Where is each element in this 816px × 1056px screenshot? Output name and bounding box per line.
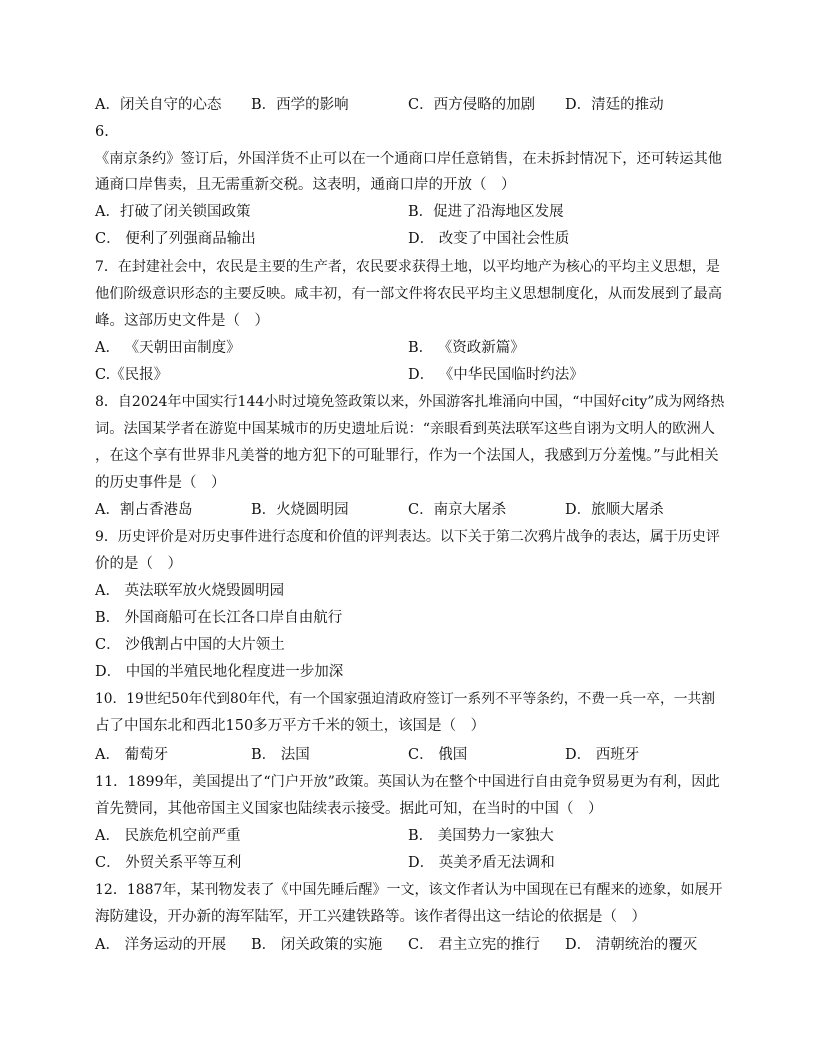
q12-option-d: D． 清朝统治的覆灭 [565, 937, 698, 953]
q6-option-c: C． 便利了列强商品输出 [95, 231, 256, 247]
q10-stem-line-2: 占了中国东北和西北150多万平方千米的领土，该国是（ ） [95, 718, 486, 734]
q7-options-row-2 [95, 365, 725, 385]
q7-option-c: C.《民报》 [95, 367, 169, 383]
q8-stem-line-4: 的历史事件是（ ） [95, 475, 226, 491]
q6-option-b: B．促进了沿海地区发展 [408, 204, 564, 220]
q6-option-a: A．打破了闭关锁国政策 [95, 204, 251, 220]
q6-stem-line-1: 《南京条约》签订后，外国洋货不止可以在一个通商口岸任意销售，在未拆封情况下，还可转运其他 [95, 151, 723, 167]
q7-option-d: D． 《中华民国临时约法》 [408, 367, 584, 383]
q8-stem-line-1: 8．自2024年中国实行144小时过境免签政策以来，外国游客扎堆涌向中国，“中国好city”成为网络热 [95, 394, 725, 410]
q8-option-b: B．火烧圆明园 [251, 502, 349, 518]
q6-stem-line-2: 通商口岸售卖，且无需重新交税。这表明，通商口岸的开放（ ） [95, 177, 516, 193]
q12-option-a: A． 洋务运动的开展 [95, 937, 227, 953]
q9-option-d: D． 中国的半殖民地化程度进一步加深 [95, 664, 344, 680]
q8-option-c: C．南京大屠杀 [408, 502, 507, 518]
q8-stem-line-3: ，在这个享有世界非凡美誉的地方犯下的可耻罪行，作为一个法国人，我感到万分羞愧。”与此相关 [95, 448, 719, 464]
q6-number: 6. [95, 124, 109, 140]
q11-option-a: A． 民族危机空前严重 [95, 828, 241, 844]
q6-options-row-1 [95, 202, 725, 222]
q5-option-c: C．西方侵略的加剧 [408, 97, 536, 113]
q5-option-a: A．闭关自守的心态 [95, 97, 222, 113]
q11-stem-line-2: 首先赞同，其他帝国主义国家也陆续表示接受。据此可知，在当时的中国（ ） [95, 801, 603, 817]
q11-options-row-1 [95, 826, 725, 846]
q7-option-b: B． 《资政新篇》 [408, 340, 525, 356]
q7-stem-line-1: 7．在封建社会中，农民是主要的生产者，农民要求获得土地，以平均地产为核心的平均主义思想，是 [95, 259, 720, 275]
q5-options [95, 95, 725, 115]
q11-stem-line-1: 11．1899年，美国提出了“门户开放”政策。英国认为在整个中国进行自由竞争贸易更为有利，因此 [95, 774, 720, 790]
q6-option-d: D． 改变了中国社会性质 [408, 231, 570, 247]
q11-option-b: B． 美国势力一家独大 [408, 828, 554, 844]
q11-option-c: C． 外贸关系平等互利 [95, 855, 242, 871]
q5-option-b: B．西学的影响 [251, 97, 349, 113]
q10-option-a: A． 葡萄牙 [95, 747, 169, 763]
q12-stem-line-1: 12．1887年，某刊物发表了《中国先睡后醒》一文，该文作者认为中国现在已有醒来的迹象，如展开 [95, 882, 723, 898]
q9-stem-line-1: 9．历史评价是对历史事件进行态度和价值的评判表达。以下关于第二次鸦片战争的表达，属于历史评 [95, 529, 720, 545]
q11-options-row-2 [95, 853, 725, 873]
q12-option-b: B． 闭关政策的实施 [251, 937, 383, 953]
q10-option-d: D． 西班牙 [565, 747, 640, 763]
q8-option-a: A．割占香港岛 [95, 502, 193, 518]
q10-option-c: C． 俄国 [408, 747, 468, 763]
q8-option-d: D．旅顺大屠杀 [565, 502, 664, 518]
q11-option-d: D． 英美矛盾无法调和 [408, 855, 555, 871]
q10-stem-line-1: 10．19世纪50年代到80年代，有一个国家强迫清政府签订一系列不平等条约，不费一兵一卒，一共割 [95, 691, 715, 707]
q7-option-a: A． 《天朝田亩制度》 [95, 340, 241, 356]
q7-stem-line-2: 他们阶级意识形态的主要反映。咸丰初，有一部文件将农民平均主义思想制度化，从而发展到了最高 [95, 286, 723, 302]
q5-option-d: D．清廷的推动 [565, 97, 664, 113]
q12-options [95, 935, 725, 955]
q7-options-row-1 [95, 338, 725, 358]
q8-options [95, 500, 725, 520]
q8-stem-line-2: 词。法国某学者在游览中国某城市的历史遗址后说：“亲眼看到英法联军这些自诩为文明人的欧洲人 [95, 421, 716, 437]
q10-option-b: B． 法国 [251, 747, 310, 763]
q6-options-row-2 [95, 229, 725, 249]
q10-options [95, 745, 725, 765]
q9-option-b: B． 外国商船可在长江各口岸自由航行 [95, 610, 343, 626]
q9-stem-line-2: 价的是（ ） [95, 556, 182, 572]
q7-stem-line-3: 峰。这部历史文件是（ ） [95, 313, 269, 329]
q9-option-c: C． 沙俄割占中国的大片领土 [95, 637, 285, 653]
q12-stem-line-2: 海防建设，开办新的海军陆军，开工兴建铁路等。该作者得出这一结论的依据是（ ） [95, 909, 646, 925]
q12-option-c: C． 君主立宪的推行 [408, 937, 540, 953]
q9-option-a: A． 英法联军放火烧毁圆明园 [95, 583, 285, 599]
